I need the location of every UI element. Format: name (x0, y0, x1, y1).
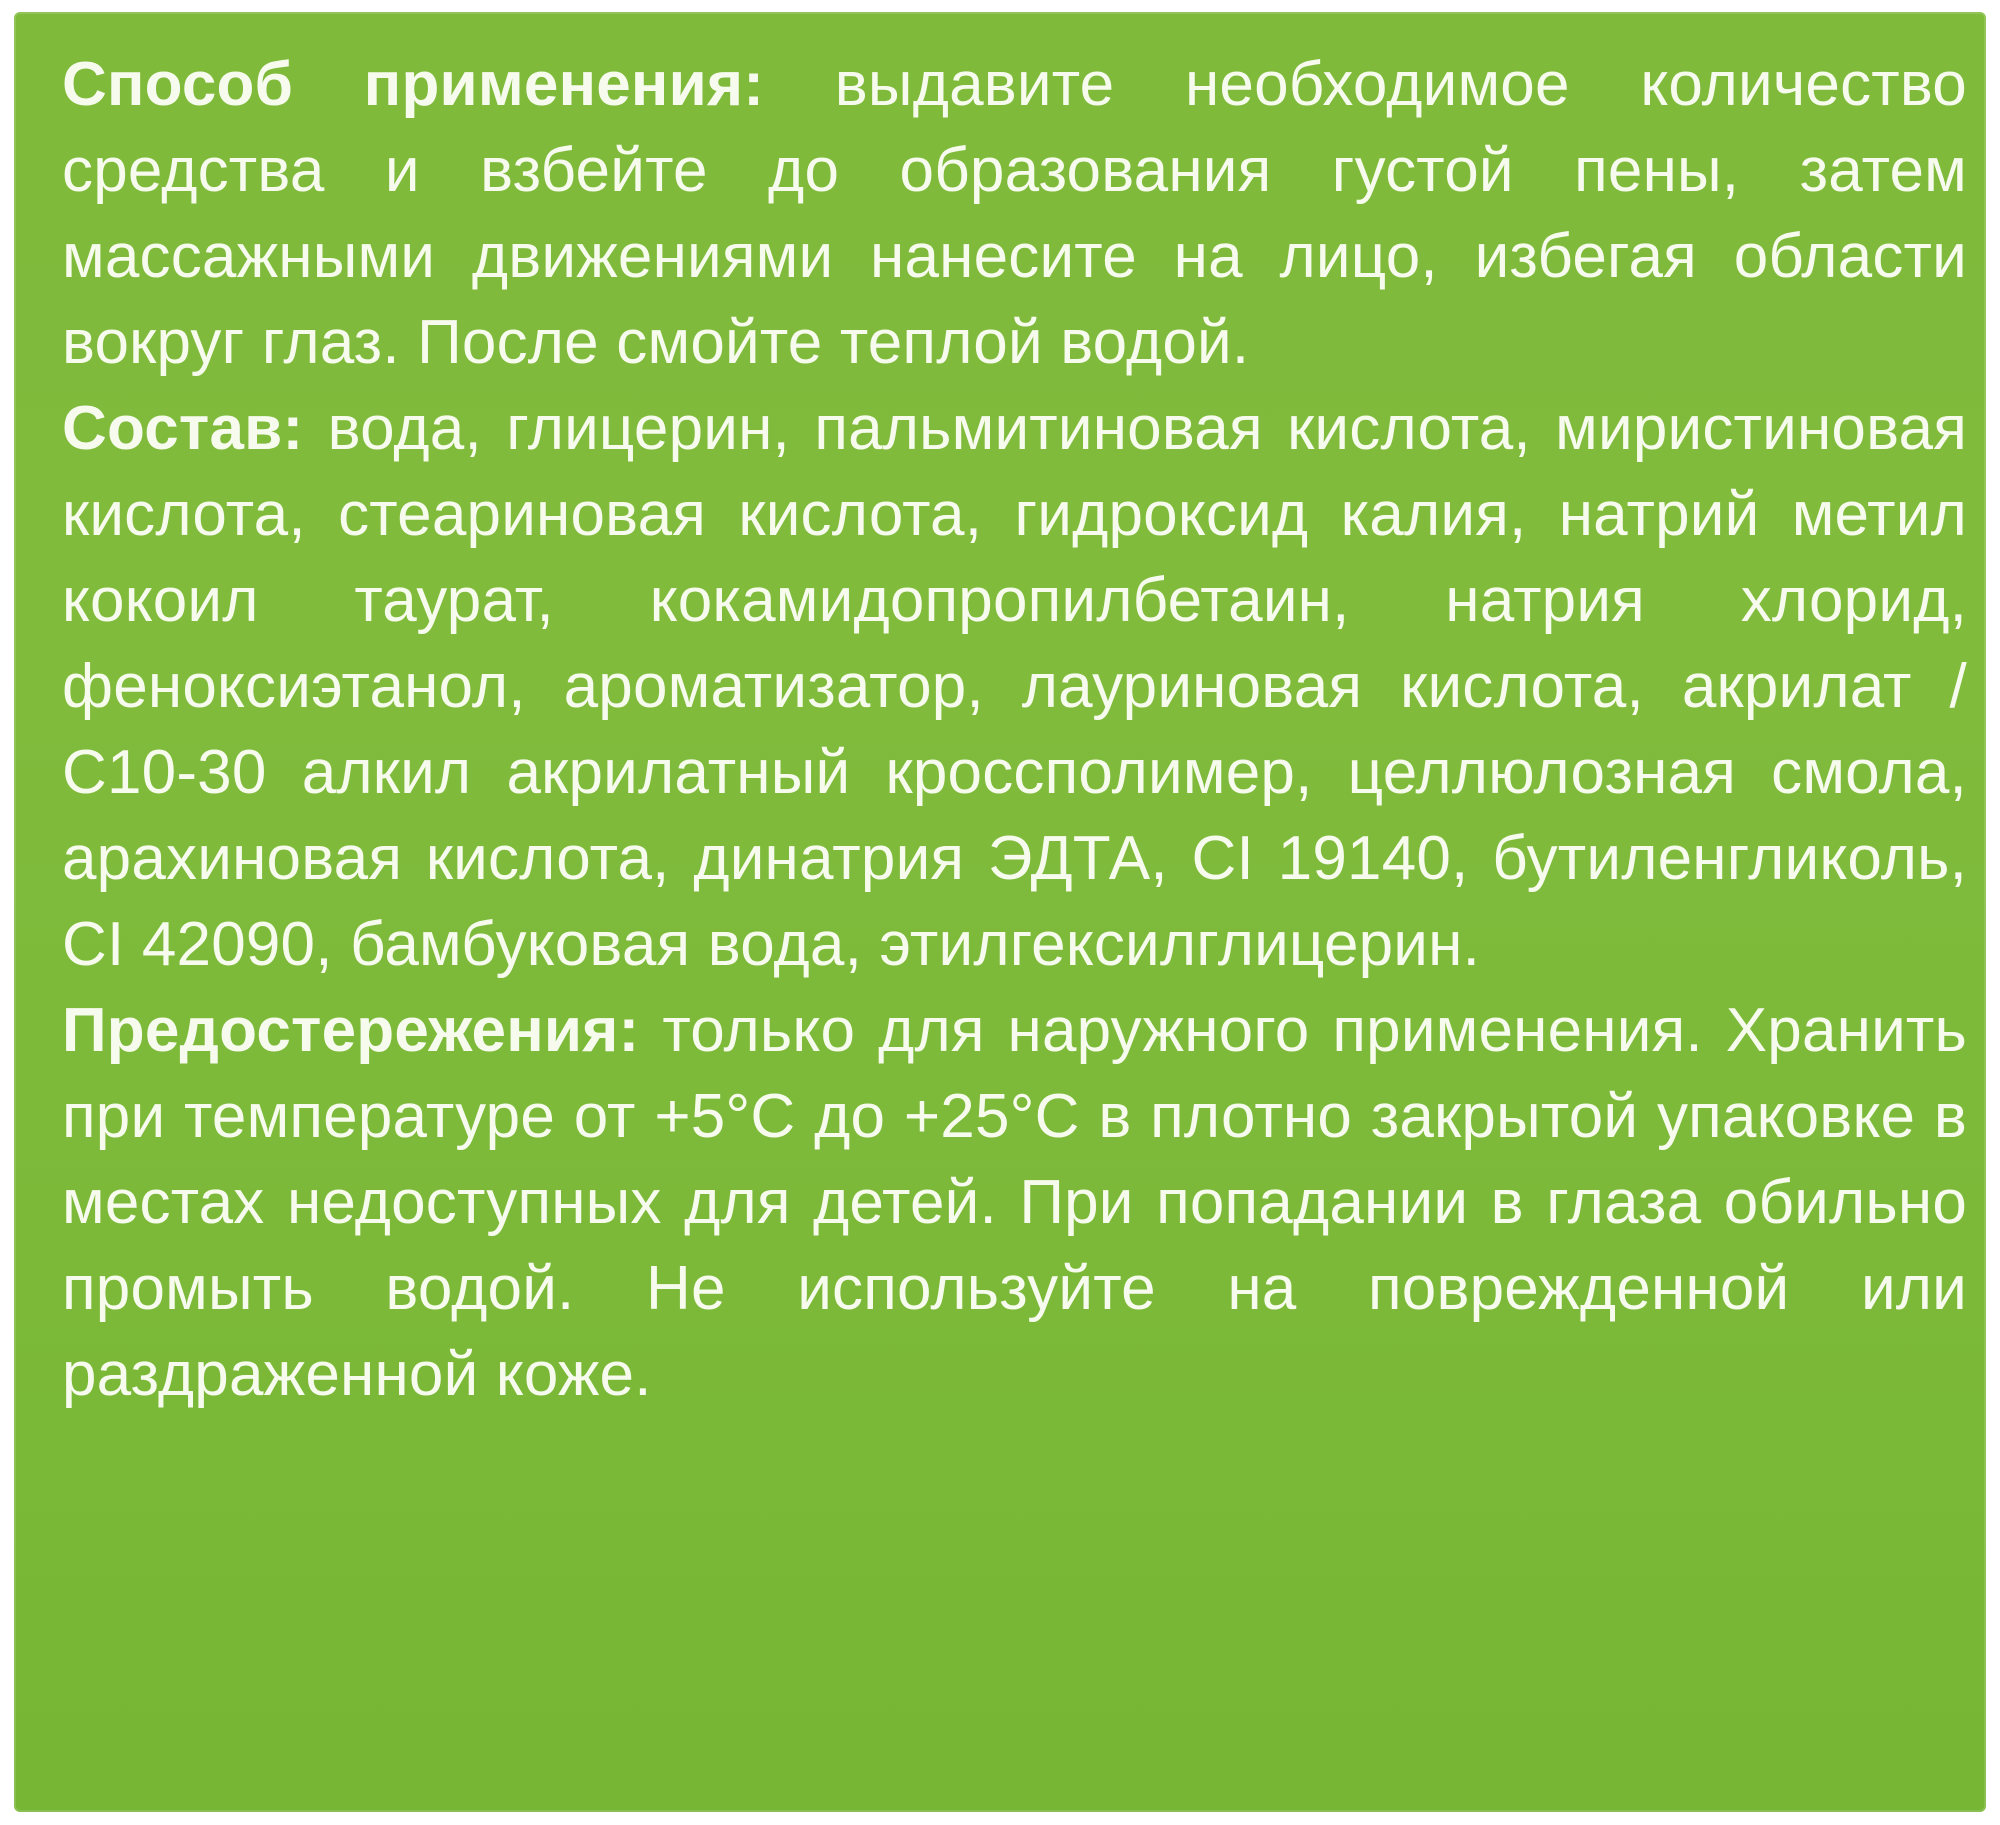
warnings-paragraph (62, 988, 1967, 1418)
usage-text: выдавите необходимое количество средства и взбейте до образования густой пены, затем массажными движениями нанесите на лицо, избегая области вокруг глаз. После смойте теплой водой. (62, 50, 1967, 377)
ingredients-heading: Состав: (62, 394, 304, 463)
usage-heading: Способ применения: (62, 50, 765, 119)
ingredients-paragraph (62, 386, 1967, 988)
warnings-heading: Предостережения: (62, 996, 640, 1065)
label-text (62, 42, 1967, 1418)
label-panel (14, 12, 1986, 1812)
usage-paragraph (62, 42, 1967, 386)
warnings-text: только для наружного применения. Хранить при температуре от +5°С до +25°С в плотно закрытой упаковке в местах недоступных для детей. При попадании в глаза обильно промыть водой. Не используйте на поврежденной или раздраженной коже. (62, 996, 1967, 1409)
ingredients-text: вода, глицерин, пальмитиновая кислота, миристиновая кислота, стеариновая кислота, гидроксид калия, натрий метил кокоил таурат, кокамидопропилбетаин, натрия хлорид, феноксиэтанол, ароматизатор, лауриновая кислота, акрилат / С10-30 алкил акрилатный кроссполимер, целлюлозная смола, арахиновая кислота, динатрия ЭДТА, CI 19140, бутиленгликоль, CI 42090, бамбуковая вода, этилгексилглицерин. (62, 394, 1967, 979)
